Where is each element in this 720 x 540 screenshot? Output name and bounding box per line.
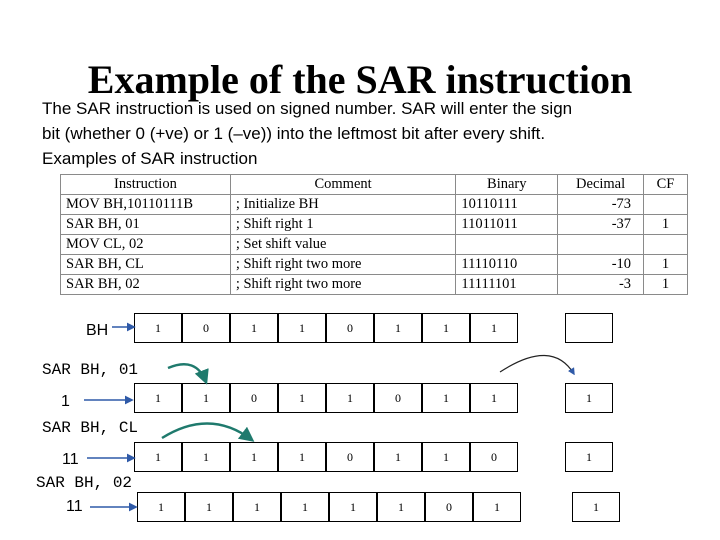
bit-cell: 1 <box>470 313 518 343</box>
cell-cf <box>644 235 688 255</box>
cell-instruction: SAR BH, CL <box>61 255 231 275</box>
bit-cell: 1 <box>233 492 281 522</box>
bit-cell: 1 <box>185 492 233 522</box>
header-binary: Binary <box>456 175 558 195</box>
cell-instruction: MOV BH,10110111B <box>61 195 231 215</box>
cell-binary: 10110111 <box>456 195 558 215</box>
bit-cell: 1 <box>329 492 377 522</box>
bit-cell: 0 <box>425 492 473 522</box>
cell-instruction: SAR BH, 02 <box>61 275 231 295</box>
bit-cell: 1 <box>422 313 470 343</box>
carry-in-label: 11 <box>62 451 79 468</box>
bit-cell: 0 <box>374 383 422 413</box>
intro-line-1: The SAR instruction is used on signed number. SAR will enter the sign <box>42 99 573 118</box>
bit-cell: 1 <box>230 442 278 472</box>
bit-cell: 1 <box>374 442 422 472</box>
cell-comment: ; Shift right two more <box>230 255 456 275</box>
bit-cell: 1 <box>278 383 326 413</box>
bit-cell: 1 <box>137 492 185 522</box>
cell-instruction: SAR BH, 01 <box>61 215 231 235</box>
cell-cf: 1 <box>644 275 688 295</box>
intro-line-2: bit (whether 0 (+ve) or 1 (–ve)) into the leftmost bit after every shift. <box>42 124 546 143</box>
cell-binary: 11110110 <box>456 255 558 275</box>
header-decimal: Decimal <box>558 175 644 195</box>
bit-cell: 1 <box>230 313 278 343</box>
shift-arrow-icon <box>162 423 252 440</box>
bh-label: BH <box>86 322 109 339</box>
shift-arrow-icon <box>168 364 206 382</box>
cell-cf: 1 <box>644 255 688 275</box>
table-row <box>61 215 688 235</box>
command-label: SAR BH, 02 <box>36 474 133 492</box>
cell-decimal: -10 <box>558 255 644 275</box>
bit-cell: 1 <box>134 313 182 343</box>
table-row <box>61 235 688 255</box>
header-comment: Comment <box>230 175 456 195</box>
bit-cell: 1 <box>134 383 182 413</box>
table-header-row <box>61 175 688 195</box>
bit-cell: 0 <box>230 383 278 413</box>
command-label: SAR BH, CL <box>42 419 139 437</box>
bit-cell: 1 <box>182 442 230 472</box>
cell-binary: 11011011 <box>456 215 558 235</box>
slide-title: Example of the SAR instruction <box>87 57 633 102</box>
carry-flag-box <box>565 313 613 343</box>
cell-comment: ; Shift right two more <box>230 275 456 295</box>
header-cf: CF <box>644 175 688 195</box>
bit-cell: 0 <box>326 313 374 343</box>
bit-cell: 1 <box>473 492 521 522</box>
bit-cell: 0 <box>326 442 374 472</box>
bit-cell: 1 <box>281 492 329 522</box>
header-instruction: Instruction <box>61 175 231 195</box>
cell-decimal: -37 <box>558 215 644 235</box>
cell-comment: ; Shift right 1 <box>230 215 456 235</box>
cell-cf: 1 <box>644 215 688 235</box>
bit-cell: 1 <box>422 383 470 413</box>
cell-instruction: MOV CL, 02 <box>61 235 231 255</box>
carry-in-label: 1 <box>61 393 70 410</box>
bit-cell: 1 <box>278 442 326 472</box>
bit-cell: 1 <box>278 313 326 343</box>
bit-cell: 1 <box>326 383 374 413</box>
bit-cell: 1 <box>374 313 422 343</box>
bit-cell: 0 <box>182 313 230 343</box>
cell-comment: ; Initialize BH <box>230 195 456 215</box>
intro-line-3: Examples of SAR instruction <box>42 149 258 168</box>
bit-cell: 1 <box>182 383 230 413</box>
cell-comment: ; Set shift value <box>230 235 456 255</box>
cell-decimal <box>558 235 644 255</box>
cell-binary <box>456 235 558 255</box>
carry-flag-box: 1 <box>572 492 620 522</box>
cell-decimal: -3 <box>558 275 644 295</box>
bit-cell: 1 <box>422 442 470 472</box>
carry-out-arrow-icon <box>500 355 574 374</box>
cell-binary: 11111101 <box>456 275 558 295</box>
sar-examples-table <box>60 174 688 295</box>
command-label: SAR BH, 01 <box>42 361 139 379</box>
bit-cell: 1 <box>377 492 425 522</box>
bit-cell: 1 <box>470 383 518 413</box>
carry-flag-box: 1 <box>565 383 613 413</box>
carry-in-label: 11 <box>66 498 83 515</box>
table-row <box>61 275 688 295</box>
intro-text <box>42 96 712 171</box>
table-row <box>61 195 688 215</box>
table-row <box>61 255 688 275</box>
bit-cell: 1 <box>134 442 182 472</box>
cell-decimal: -73 <box>558 195 644 215</box>
carry-flag-box: 1 <box>565 442 613 472</box>
bit-cell: 0 <box>470 442 518 472</box>
cell-cf <box>644 195 688 215</box>
